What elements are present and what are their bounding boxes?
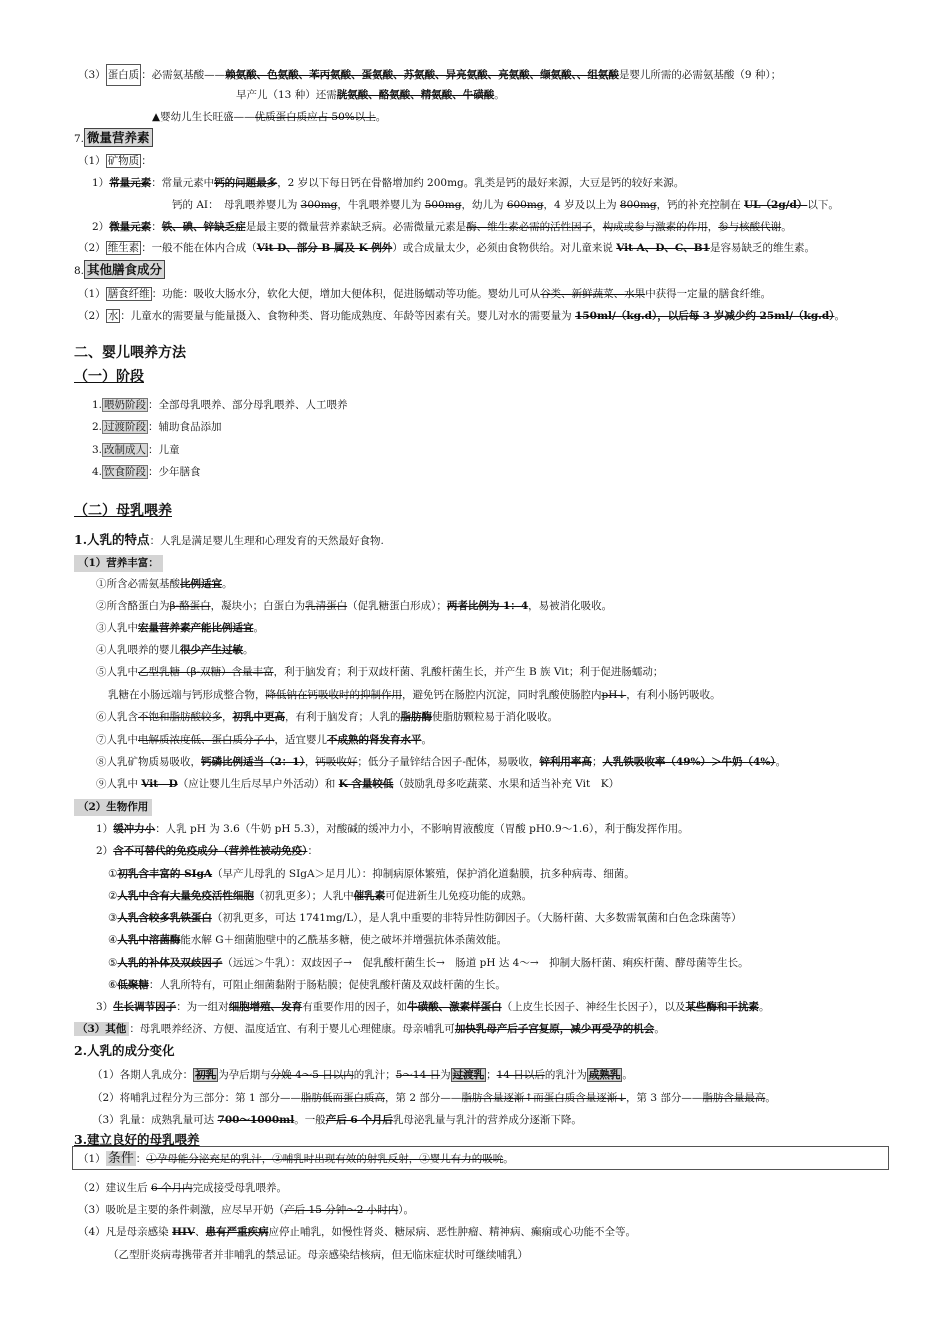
stage-item [92, 398, 348, 413]
struck-text: 产后 6 个月后 [325, 1114, 393, 1126]
text: ④ [108, 934, 118, 946]
immune-item [108, 889, 532, 904]
struck-text: Vit A、D、C、B1 [616, 242, 710, 254]
struck-text: 不饱和脂肪酸较多 [138, 711, 222, 723]
text: ；低分子量锌结合因子-配体，易吸收， [357, 756, 540, 768]
text: （4）凡是母亲感染 [78, 1226, 173, 1238]
text: ③ [108, 912, 118, 924]
section-8-heading [74, 260, 165, 279]
text: 使脂肪颗粒易于消化吸收。 [432, 711, 558, 723]
text: ③人乳中 [96, 622, 138, 634]
struck-text: 钙的问题最多 [214, 177, 278, 189]
text: 。 [243, 644, 254, 656]
text: ：必需氨基酸—— [141, 69, 226, 81]
struck-text: 钙吸收好 [315, 756, 358, 768]
text: ： [307, 845, 318, 857]
protein-box: 蛋白质 [106, 64, 142, 86]
text: （3）乳量：成熟乳量可达 [92, 1114, 218, 1126]
conditions-line [78, 1151, 514, 1167]
struck-text: 催乳素 [353, 890, 386, 902]
text: ①所含必需氨基酸 [96, 578, 180, 590]
struck-text: 患有严重疾病 [205, 1226, 269, 1238]
text: 2） [96, 845, 114, 857]
struck-text: 6 个月内 [151, 1182, 193, 1194]
text: 的乳汁； [353, 1069, 396, 1081]
struck-text: ①孕母能分泌充足的乳汁，②哺乳时出现有效的射乳反射，③婴儿有力的吸吮 [146, 1153, 504, 1165]
text: 。 [503, 1153, 514, 1165]
nutrition-item [96, 577, 233, 592]
struck-text: 人乳的补体及双歧因子 [117, 957, 223, 969]
composition-item [92, 1113, 582, 1128]
text: ； [591, 756, 603, 768]
text: 的乳汁为 [544, 1069, 587, 1081]
struck-text: 常量元素 [109, 177, 152, 189]
colostrum-box: 初乳 [195, 1069, 217, 1081]
text: ， [707, 221, 719, 233]
text: （3）吸吮是主要的条件刺激，应尽早开奶（ [78, 1204, 285, 1216]
nutrition-item [96, 777, 619, 792]
struck-text: 人乳铁吸收率（49%）＞牛奶（4%） [602, 756, 776, 768]
text: ：辅助食品添加 [148, 421, 222, 433]
text: ，避免钙在肠腔内沉淀，同时乳酸使肠腔内 [402, 689, 602, 701]
nutrition-tag: （1）营养丰富： [74, 555, 163, 572]
vitamin-line [78, 241, 815, 256]
struck-text: 乳清蛋白 [305, 600, 348, 612]
struck-text: 初乳含丰富的 SIgA [117, 868, 213, 880]
struck-text: 牛磺酸、激素样蛋白 [407, 1001, 502, 1013]
struck-text: 14 日以后 [496, 1069, 545, 1081]
text: 。 [222, 578, 233, 590]
struck-text: 锌利用率高 [539, 756, 592, 768]
text: 。 [253, 622, 264, 634]
text: 。 [781, 221, 792, 233]
bio-item [96, 844, 318, 859]
text: 。 [758, 1001, 770, 1013]
text: （2） [78, 242, 106, 254]
text: 、 [195, 1226, 206, 1238]
text: ：少年膳食 [148, 466, 201, 478]
establish-item [78, 1181, 287, 1196]
text: （鼓励乳母多吃蔬菜、水果和适当补充 Vit K） [393, 778, 620, 790]
establish-heading: 3.建立良好的母乳喂养 [74, 1132, 200, 1147]
text: 3） [96, 1001, 114, 1013]
struck-text: K 含量较低 [338, 778, 394, 790]
amino-acid-line [78, 64, 781, 86]
text: （促乳糖蛋白形成）； [347, 600, 447, 612]
text: ：儿童 [148, 444, 180, 456]
text: ，4 岁及以上为 [543, 199, 620, 211]
text: 。 [375, 111, 387, 123]
text: （2）将哺乳过程分为三部分：第 1 部分—— [92, 1092, 302, 1104]
text: ：一般不能在体内合成（ [141, 242, 257, 254]
struck-text: 人乳中含有大量免疫活性细胞 [117, 890, 254, 902]
text: ⑥人乳含 [96, 711, 138, 723]
struck-text: 谷类、新鲜蔬菜、水果 [540, 288, 646, 300]
nutrition-item [96, 710, 558, 725]
struck-text: 初乳中更高 [232, 711, 285, 723]
text: ，凝块小；白蛋白为 [210, 600, 306, 612]
struck-text: 生长调节因子 [113, 1001, 177, 1013]
struck-text: UL（2g/d） [743, 199, 808, 211]
fiber-box: 膳食纤维 [107, 288, 150, 300]
struck-text: 不成熟的肾发育水平 [327, 734, 422, 746]
composition-item [92, 1068, 633, 1083]
micronutrient-box: 微量营养素 [84, 128, 153, 147]
text: 能水解 G＋细菌胞壁中的乙酰基多糖，使之破坏并增强抗体杀菌效能。 [180, 934, 508, 946]
struck-text: pH↓ [601, 689, 627, 701]
text: （1） [78, 155, 106, 167]
text: 。 [834, 310, 845, 322]
struck-text: 人乳含较多乳铁蛋白 [117, 912, 212, 924]
struck-text: 胱氨酸、酪氨酸、精氨酸、牛磺酸 [336, 89, 495, 101]
text: 早产儿（13 种）还需 [236, 89, 337, 101]
struck-text: 钙磷比例适当（2：1） [201, 756, 305, 768]
text: ：人乳 pH 为 3.6（牛奶 pH 5.3），对酸碱的缓冲力小，不影响胃液酸度（胃酸 pH0.9～1.6），利于酶发挥作用。 [155, 823, 689, 835]
establish-item [78, 1203, 414, 1218]
text: （1） [78, 1153, 106, 1165]
text: 以下。 [807, 199, 839, 211]
text: ：母乳喂养经济、方便、温度适宜、有利于婴儿心理健康。母亲哺乳可 [129, 1023, 455, 1035]
text: 是婴儿所需的必需氨基酸（9 种）； [618, 69, 782, 81]
macro-elements-line [92, 176, 684, 191]
text: ② [108, 890, 118, 902]
struck-text: Vit D、部分 B 属及 K 例外 [256, 242, 393, 254]
other-benefit-line [74, 1022, 665, 1037]
text: ：儿童水的需要量与能量摄入、食物种类、肾功能成熟度、年龄等因素有关。婴儿对水的需要量为 [120, 310, 576, 322]
struck-text: 人乳中溶菌酶 [117, 934, 181, 946]
stage-item [92, 465, 201, 480]
struck-text: 乙型乳糖（β-双糖）含量丰富 [138, 666, 274, 678]
struck-text: 酶、维生素必需的活性因子 [466, 221, 593, 233]
water-box: 水 [107, 310, 119, 322]
immune-item [108, 867, 635, 882]
text: （初乳更多，可达 1741mg/L），是人乳中重要的非特异性防御因子。（大肠杆菌、大多数需氧菌和白色念珠菌等） [211, 912, 742, 924]
text: ）。 [398, 1204, 414, 1216]
preterm-amino-line [236, 88, 505, 103]
text: ，2 岁以下每日钙在骨骼增加约 200mg。乳类是钙的最好来源，大豆是钙的较好来源。 [277, 177, 685, 189]
conditions-box: 条件 [107, 1151, 134, 1166]
text: 1） [96, 823, 114, 835]
calcium-ai-line [172, 198, 839, 213]
text: ，有利小肠钙吸收。 [626, 689, 721, 701]
nutrition-item [96, 643, 254, 658]
struck-text: 两者比例为 1：4 [446, 600, 529, 612]
text: ：功能：吸收大肠水分，软化大便，增加大便体积，促进肠蠕动等功能。婴幼儿可从 [151, 288, 541, 300]
struck-text: 800mg [619, 199, 657, 211]
text: （1） [78, 288, 106, 300]
text: ：人乳所特有，可阻止细菌黏附于肠粘膜；促使乳酸杆菌及双歧杆菌的生长。 [148, 979, 506, 991]
struck-text: 600mg [506, 199, 544, 211]
struck-text: 脂肪酶 [400, 711, 432, 723]
struck-text: 电解质浓度低、蛋白质分子小 [138, 734, 275, 746]
text: ① [108, 868, 118, 880]
text: ： [151, 221, 162, 233]
text: ⑦人乳中 [96, 734, 138, 746]
struck-text: 加快乳母产后子宫复原，减少再受孕的机会 [454, 1023, 655, 1035]
struck-text: 500mg [424, 199, 462, 211]
text: ⑤人乳中 [96, 666, 138, 678]
text: ，钙的补充控制在 [656, 199, 744, 211]
other-dietary-box: 其他膳食成分 [84, 260, 165, 279]
stage-item [92, 420, 222, 435]
struck-text: 分娩 4～5 日以内 [270, 1069, 354, 1081]
text: 中获得一定量的膳食纤维。 [645, 288, 772, 300]
composition-item [92, 1091, 776, 1106]
text: （2）建议生后 [78, 1182, 152, 1194]
struck-text: HIV [172, 1226, 196, 1238]
establish-note [108, 1248, 528, 1263]
text: 应停止哺乳，如慢性肾炎、糖尿病、恶性肿瘤、精神病、癫痫或心功能不全等。 [268, 1226, 637, 1238]
struck-text: 含不可替代的免疫成分（营养性被动免疫） [113, 845, 308, 857]
text: ：人乳是满足婴儿生理和心理发育的天然最好食物. [149, 535, 384, 547]
text: （2） [78, 310, 106, 322]
amino-acid-list: 赖氨酸、色氨酸、苯丙氨酸、蛋氨酸、苏氨酸、异亮氨酸、亮氨酸、缬氨酸、、组氨酸 [225, 69, 619, 81]
other-tag: （3）其他 [74, 1022, 129, 1036]
struck-text: 微量元素 [109, 221, 152, 233]
nutrition-item [96, 599, 612, 614]
struck-text: 某些酶和干扰素 [685, 1001, 759, 1013]
text: ，利于脑发育；利于双歧杆菌、乳酸杆菌生长，并产生 B 族 Vit；利于促进肠蠕动； [273, 666, 664, 678]
text: （远远＞牛乳）：双歧因子→ 促乳酸杆菌生长→ 肠道 pH 达 4～→ 抑制大肠杆菌、痢疾杆菌、酵母菌等生长。 [222, 957, 749, 969]
struck-text: 缓冲力小 [113, 823, 156, 835]
text: ⑧人乳矿物质易吸收， [96, 756, 201, 768]
text: 。 [622, 1069, 633, 1081]
text: ： [135, 1153, 147, 1165]
text: （早产儿母乳的 SIgA＞足月儿）：抑制病原体繁殖，保护消化道黏膜，抗多种病毒、细菌。 [212, 868, 635, 880]
nutrition-item-cont [108, 688, 721, 703]
trace-elements-line [92, 220, 792, 235]
breastfeeding-heading: （二）母乳喂养 [74, 503, 172, 519]
text: 。 [654, 1023, 665, 1035]
establish-item [78, 1225, 636, 1240]
nutrition-item [96, 733, 432, 748]
text: 钙的 AI： 母乳喂养婴儿为 [172, 199, 301, 211]
vitamin-box: 维生素 [107, 242, 140, 254]
text: ：全部母乳喂养、部分母乳喂养、人工喂养 [148, 399, 348, 411]
transitional-milk-box: 过渡乳 [452, 1069, 485, 1081]
bio-item [96, 1000, 769, 1015]
nutrition-item [96, 665, 663, 680]
mature-milk-box: 成熟乳 [588, 1069, 621, 1081]
struck-text: 优质蛋白质应占 50%以上 [254, 111, 376, 123]
text: （上皮生长因子、神经生长因子），以及 [501, 1001, 686, 1013]
text: 。 [765, 1092, 776, 1104]
text: 2. [92, 421, 103, 433]
text: 是最主要的微量营养素缺乏病。必需微量元素是 [245, 221, 467, 233]
text: ，有利于脑发育；人乳的 [285, 711, 401, 723]
composition-heading: 2.人乳的成分变化 [74, 1043, 175, 1058]
text: ， [304, 756, 316, 768]
text: 。 [421, 734, 432, 746]
stage-box: 喂奶阶段 [104, 399, 147, 411]
text: ， [592, 221, 603, 233]
bio-item [96, 822, 689, 837]
text: ④人乳喂养的婴儿 [96, 644, 180, 656]
text: （应让婴儿生后尽早户外活动）和 [177, 778, 339, 790]
text: 4. [92, 466, 103, 478]
features-line [74, 532, 384, 549]
fiber-line [78, 287, 771, 302]
struck-text: 150ml/（kg.d），以后每 3 岁减少约 25ml/（kg.d） [575, 310, 835, 322]
text: ⑨人乳中 [96, 778, 142, 790]
struck-text: 降低钠在钙吸收时的抑制作用 [265, 689, 402, 701]
growth-note-line [152, 110, 386, 125]
text: ； [486, 1069, 497, 1081]
section-two-heading: 二、婴儿喂养方法 [74, 345, 186, 361]
text: 。 [775, 756, 787, 768]
text: 。 [494, 89, 505, 101]
text: 乳母泌乳量与乳汁的营养成分逐渐下降。 [392, 1114, 582, 1126]
struck-text: 脂肪低而蛋白质高 [301, 1092, 386, 1104]
stage-box: 饮食阶段 [104, 466, 147, 478]
text: 为 [440, 1069, 451, 1081]
nutrition-item [96, 755, 786, 770]
text: ，幼儿为 [461, 199, 507, 211]
struck-text: 700～1000ml [217, 1114, 295, 1126]
item-number: （3） [78, 69, 106, 81]
minerals-line [78, 154, 152, 169]
struck-text: 低聚糖 [117, 979, 149, 991]
text: ⑥ [108, 979, 118, 991]
text: ⑤ [108, 957, 118, 969]
text: 2） [92, 221, 110, 233]
text: 乳糖在小肠远端与钙形成整合物， [108, 689, 266, 701]
minerals-box: 矿物质 [107, 155, 140, 167]
text: ，易被消化吸收。 [528, 600, 613, 612]
struck-text: 300mg [300, 199, 338, 211]
section-7-heading [74, 128, 153, 147]
text: ： [141, 155, 152, 167]
section-number: 8. [74, 265, 85, 277]
text: （1）各期人乳成分： [92, 1069, 194, 1081]
text: ，第 2 部分—— [385, 1092, 462, 1104]
stage-box: 过渡阶段 [104, 421, 147, 433]
immune-item [108, 933, 507, 948]
bio-effect-tag: （2）生物作用 [74, 799, 152, 816]
text: 有重要作用的因子，如 [302, 1001, 408, 1013]
struck-text: 很少产生过敏 [180, 644, 243, 656]
text: ②所含酪蛋白为 [96, 600, 170, 612]
stage-box: 改制成人 [104, 444, 147, 456]
struck-text: 5～14 日 [395, 1069, 441, 1081]
struck-text: 构成或参与激素的作用 [602, 221, 708, 233]
section-number: 7. [74, 133, 85, 145]
text: 为孕后期与 [218, 1069, 271, 1081]
text: ：为一组对 [176, 1001, 229, 1013]
immune-item [108, 978, 506, 993]
text: ▲婴幼儿生长旺盛—— [152, 111, 255, 123]
text: ：常量元素中 [151, 177, 215, 189]
immune-item [108, 911, 742, 926]
text: 完成接受母乳喂养。 [192, 1182, 288, 1194]
struck-text: 比例适宜 [180, 578, 222, 590]
text: ，牛乳喂养婴儿为 [337, 199, 425, 211]
struck-text: 宏量营养素产能比例适宜 [138, 622, 254, 634]
text: 1. [92, 399, 103, 411]
water-line [78, 309, 845, 324]
struck-text: 细胞增殖、发育 [228, 1001, 303, 1013]
struck-text: 脂肪含量最高 [702, 1092, 766, 1104]
text: ， [222, 711, 233, 723]
text: 。一般 [294, 1114, 326, 1126]
struck-text: 脂肪含量逐渐↑而蛋白质含量逐渐↓ [461, 1092, 627, 1104]
nutrition-item [96, 621, 264, 636]
text: ）或合成量太少，必须由食物供给。对儿童来说 [392, 242, 617, 254]
text: 3. [92, 444, 103, 456]
text: ，适宜婴儿 [274, 734, 327, 746]
struck-text: 产后 15 分钟～2 小时内 [284, 1204, 399, 1216]
text: 可促进新生儿免疫功能的成熟。 [385, 890, 533, 902]
stage-heading: （一）阶段 [74, 369, 144, 385]
struck-text: Vit D [141, 778, 178, 790]
text: （初乳更多）；人乳中 [253, 890, 354, 902]
text: 1） [92, 177, 110, 189]
struck-text: 参与核酸代谢 [718, 221, 782, 233]
struck-text: β-酪蛋白 [169, 600, 211, 612]
features-title: 1.人乳的特点 [74, 532, 150, 547]
stage-item [92, 443, 180, 458]
text: 是容易缺乏的维生素。 [709, 242, 815, 254]
struck-text: 铁、碘、锌缺乏症 [161, 221, 246, 233]
immune-item [108, 956, 749, 971]
text: （乙型肝炎病毒携带者并非哺乳的禁忌证。母亲感染结核病，但无临床症状时可继续哺乳） [108, 1249, 528, 1261]
text: ，第 3 部分—— [626, 1092, 703, 1104]
